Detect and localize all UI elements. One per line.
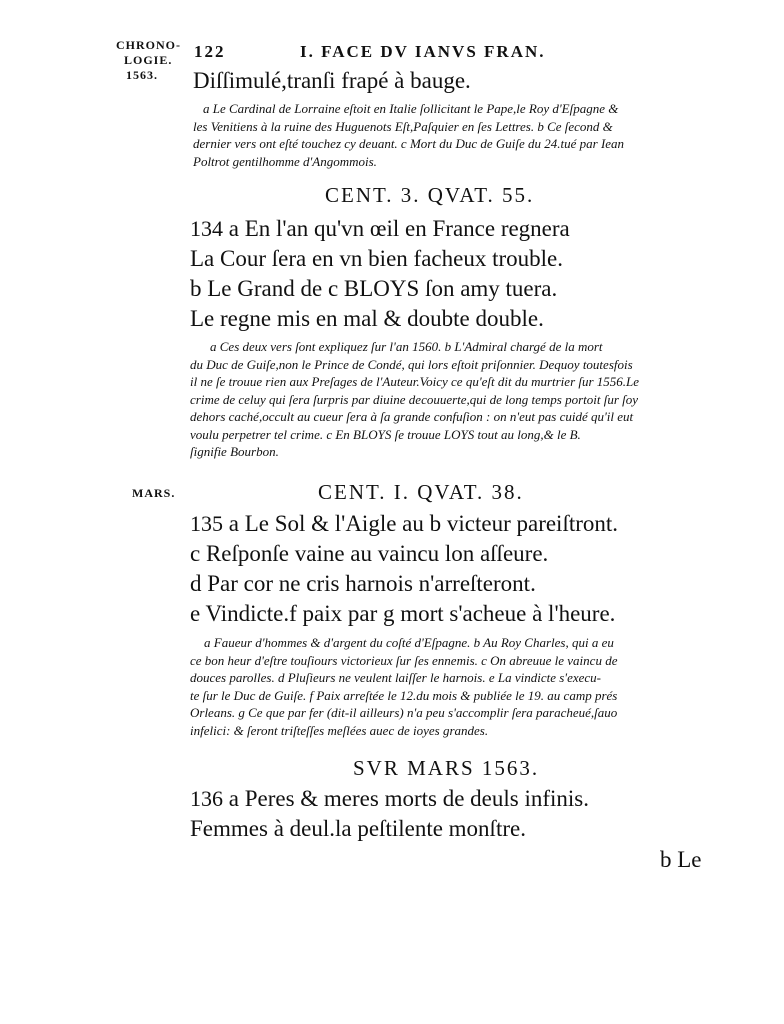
footnote-block <box>190 634 617 739</box>
footnote-block <box>193 100 624 170</box>
verse-text: a En l'an qu'vn œil en France regnera <box>228 216 570 241</box>
quatrain-number: 134 <box>190 216 223 241</box>
note-line: crime de celuy qui ſera ſurpris par diuine decouuerte,qui de long temps portoit ſur ſoy <box>190 391 639 407</box>
verse-line: Diſſimulé,tranſi frapé à bauge. <box>193 68 471 93</box>
note-line: a Le Cardinal de Lorraine eſtoit en Italie ſollicitant le Pape,le Roy d'Eſpagne & <box>203 101 619 116</box>
note-line: il ne ſe trouue rien aux Preſages de l'Auteur.Voicy ce qu'eſt dit du murtrier ſur 1556.Le <box>190 374 640 389</box>
quatrain <box>190 509 618 629</box>
note-line: a Faueur d'hommes & d'argent du coſté d'Eſpagne. b Au Roy Charles, qui a eu <box>204 635 614 650</box>
margin-line: 1563. <box>126 68 158 82</box>
section-heading: SVR MARS 1563. <box>353 756 540 780</box>
verse-text: a Peres & meres morts de deuls infinis. <box>228 786 590 811</box>
verse-line: La Cour ſera en vn bien facheux trouble. <box>190 246 563 271</box>
section-heading: CENT. 3. QVAT. 55. <box>325 183 535 207</box>
quatrain-number: 135 <box>190 511 223 536</box>
verse-line: Femmes à deul.la peſtilente monſtre. <box>190 816 526 841</box>
note-line: douces parolles. d Pluſieurs ne veulent laiſſer le harnois. e La vindicte s'execu- <box>190 670 601 685</box>
verse-line: c Reſponſe vaine au vaincu lon aſſeure. <box>190 541 549 566</box>
note-line: du Duc de Guiſe,non le Prince de Condé, qui lors eſtoit priſonnier. Dequoy toutesfois <box>190 356 633 372</box>
verse-line <box>190 784 589 814</box>
verse-line: d Par cor ne cris harnois n'arreſteront. <box>190 571 536 596</box>
note-line: Poltrot gentilhomme d'Angommois. <box>193 153 377 169</box>
verse-line <box>190 509 618 539</box>
note-line: dernier vers ont eſté touchez cy deuant. c Mort du Duc de Guiſe du 24.tué par Iean <box>193 136 625 151</box>
note-line: dehors caché,occult au cueur ſera à ſa grande confuſion : on n'eut pas cuidé qu'il eut <box>190 409 634 424</box>
margin-chronologie <box>116 38 181 83</box>
page-number: 122 <box>194 42 226 61</box>
note-line: a Ces deux vers ſont expliquez ſur l'an 1560. b L'Admiral chargé de la mort <box>210 339 603 354</box>
verse-line: Le regne mis en mal & doubte double. <box>190 306 544 331</box>
quatrain-number: 136 <box>190 786 223 811</box>
note-line: les Venitiens à la ruine des Huguenots Eſt,Paſquier en ſes Lettres. b Ce ſecond & <box>193 118 613 134</box>
catchword: b Le <box>660 847 702 872</box>
quatrain <box>190 784 589 844</box>
note-line: infelici: & ſeront triſteſſes meſlées auec de ioyes grandes. <box>190 722 489 738</box>
margin-line: CHRONO- <box>116 38 181 52</box>
verse-text: a Le Sol & l'Aigle au b victeur pareiſtront. <box>228 511 619 536</box>
note-line: Orleans. g Ce que par fer (dit-il ailleurs) n'a peu s'accomplir ſera paracheué,ſauo <box>190 705 618 720</box>
verse-line: e Vindicte.f paix par g mort s'acheue à l'heure. <box>190 601 616 626</box>
margin-line: LOGIE. <box>124 53 173 67</box>
footnote-block <box>190 338 639 461</box>
note-line: ſignifie Bourbon. <box>190 444 279 459</box>
quatrain <box>190 214 570 334</box>
note-line: voulu perpetrer tel crime. c En BLOYS ſe trouue LOYS tout au long,& le B. <box>190 426 581 442</box>
running-title: I. FACE DV IANVS FRAN. <box>300 42 546 61</box>
verse-line: b Le Grand de c BLOYS ſon amy tuera. <box>190 276 558 301</box>
note-line: ce bon heur d'eſtre touſiours victorieux ſur ſes ennemis. c On abreuue le vaincu de <box>190 652 618 668</box>
margin-mars: MARS. <box>132 486 176 500</box>
note-line: te ſur le Duc de Guiſe. f Paix arreſtée le 12.du mois & publiée le 19. au camp prés <box>190 687 618 703</box>
section-heading: CENT. I. QVAT. 38. <box>318 480 524 504</box>
verse-line <box>190 214 570 244</box>
